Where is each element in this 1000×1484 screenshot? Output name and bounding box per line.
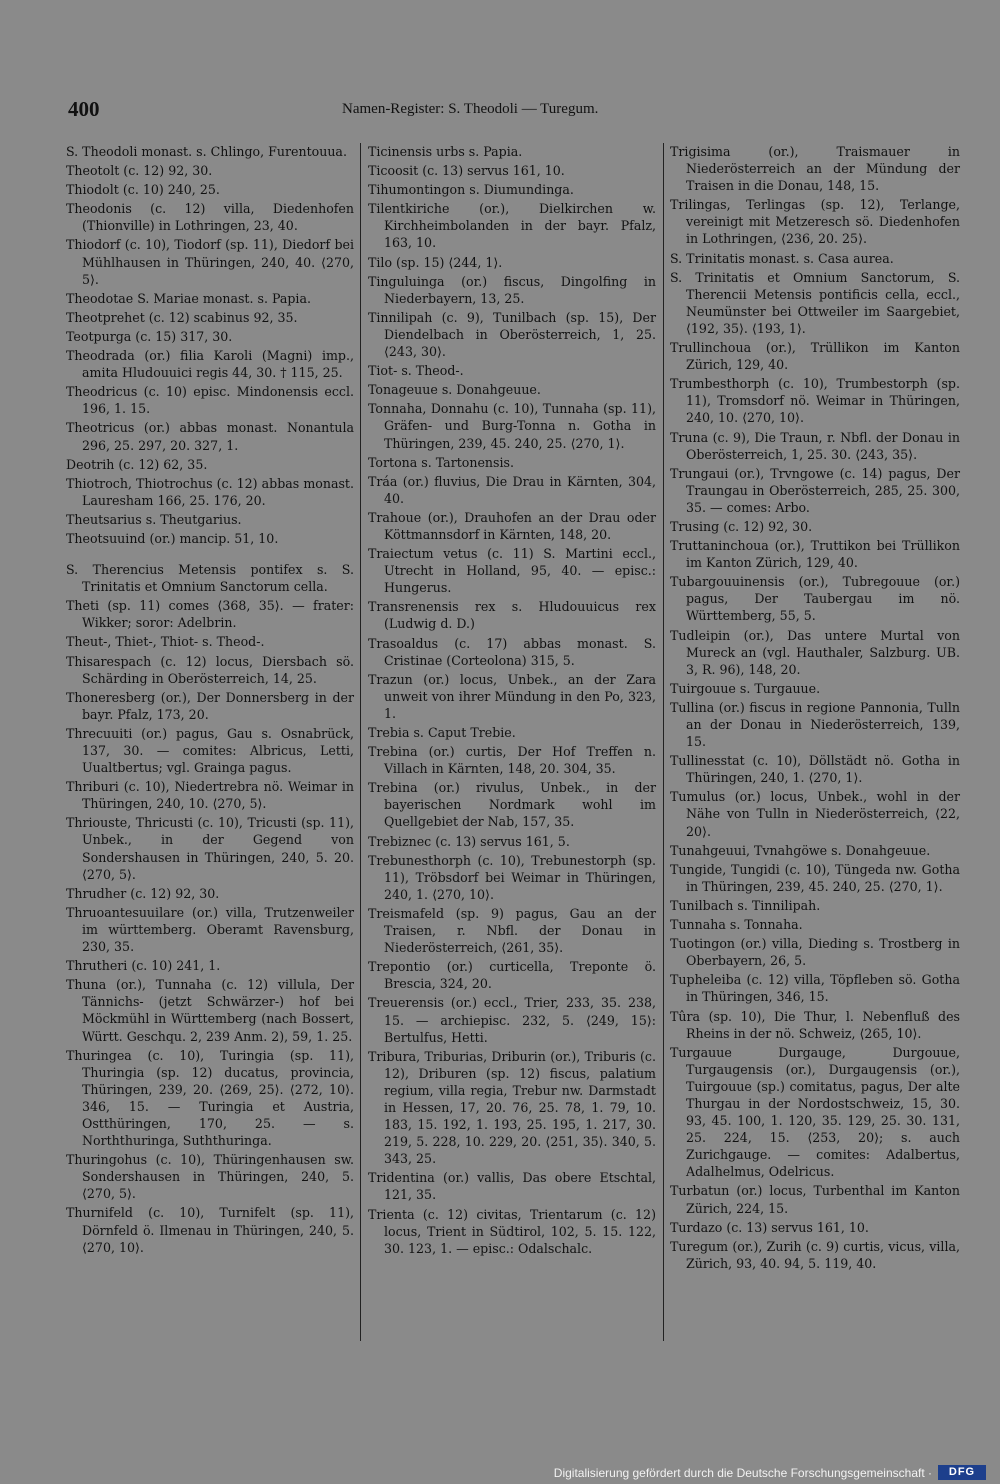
index-entry: Thiotroch, Thiotrochus (c. 12) abbas monast. Lauresham 166, 25. 176, 20.: [66, 475, 354, 508]
funding-note: Digitalisierung gefördert durch die Deutsche Forschungsgemeinschaft ·: [553, 1466, 932, 1480]
index-entry: Thruoantesuuilare (or.) villa, Trutzenweiler im württemberg. Oberamt Ravensburg, 230, 35.: [66, 904, 354, 955]
footer: [0, 1462, 1000, 1484]
index-entry: Trazun (or.) locus, Unbek., an der Zara unweit von ihrer Mündung in den Po, 323, 1.: [368, 671, 656, 721]
index-entry: S. Therencius Metensis pontifex s. S. Trinitatis et Omnium Sanctorum cella.: [66, 562, 354, 595]
index-entry: Tilo (sp. 15) ⟨244, 1⟩.: [368, 254, 503, 270]
index-entry: Tungide, Tungidi (c. 10), Tüngeda nw. Gotha in Thüringen, 239, 45. 240, 25. ⟨270, 1⟩.: [670, 861, 960, 894]
index-entry: Trebia s. Caput Trebie.: [368, 725, 516, 740]
index-column-2: [368, 143, 656, 1259]
index-entry: Theodotae S. Mariae monast. s. Papia.: [66, 290, 311, 306]
index-entry: S. Trinitatis et Omnium Sanctorum, S. Therencii Metensis pontificis cella, eccl., Neumünster bei Ottweiler im Saargebiet, ⟨192, 35⟩. ⟨193, 1⟩.: [670, 269, 960, 336]
index-entry: Trebiznec (c. 13) servus 161, 5.: [368, 833, 570, 849]
index-entry: Tûra (sp. 10), Die Thur, l. Nebenfluß des Rheins in der nö. Schweiz, ⟨265, 10⟩.: [670, 1008, 960, 1041]
index-entry: Theotsuuind (or.) mancip. 51, 10.: [66, 530, 279, 546]
index-entry: Trebunesthorph (c. 10), Trebunestorph (sp. 11), Tröbsdorf bei Weimar in Thüringen, 240, 1. ⟨270, 10⟩.: [368, 852, 656, 902]
index-entry: Thriouste, Thricusti (c. 10), Tricusti (sp. 11), Unbek., in der Gegend von Sondershausen in Thüringen, 240, 5. 20. ⟨270, 5⟩.: [66, 815, 354, 882]
index-entry: Trepontio (or.) curticella, Treponte ö. Brescia, 324, 20.: [368, 959, 656, 992]
index-entry: Thurnifeld (c. 10), Turnifelt (sp. 11), Dörnfeld ö. Ilmenau in Thüringen, 240, 5. ⟨270, 10⟩.: [66, 1205, 354, 1255]
index-entry: Tortona s. Tartonensis.: [368, 454, 514, 470]
index-entry: Tunahgeuui, Tvnahgöwe s. Donahgeuue.: [670, 842, 931, 858]
index-entry: Theutsarius s. Theutgarius.: [66, 511, 242, 527]
index-entry: Thoneresberg (or.), Der Donnersberg in der bayr. Pfalz, 173, 20.: [66, 689, 354, 722]
index-entry: Tihumontingon s. Diumundinga.: [368, 182, 574, 198]
index-entry: Traiectum vetus (c. 11) S. Martini eccl., Utrecht in Holland, 95, 40. — episc.: Hungerus.: [368, 546, 656, 596]
index-entry: Tilentkiriche (or.), Dielkirchen w. Kirchheimbolanden in der bayr. Pfalz, 163, 10.: [368, 201, 656, 251]
index-entry: Trahoue (or.), Drauhofen an der Drau oder Köttmannsdorf in Kärnten, 148, 20.: [368, 509, 656, 542]
index-entry: Tunnaha s. Tonnaha.: [670, 917, 803, 933]
index-entry: Theodricus (c. 10) episc. Mindonensis eccl. 196, 1. 15.: [66, 384, 354, 417]
column-divider: [360, 143, 361, 1341]
index-entry: Trungaui (or.), Trvngowe (c. 14) pagus, Der Traungau in Oberösterreich, 285, 25. 300, 35. — comes: Arbo.: [670, 465, 960, 515]
index-entry: Tunilbach s. Tinnilipah.: [670, 897, 821, 913]
index-entry: Tridentina (or.) vallis, Das obere Etschtal, 121, 35.: [368, 1170, 656, 1203]
index-entry: Transrenensis rex s. Hludouuicus rex (Ludwig d. D.): [368, 599, 656, 632]
index-entry: Tinguluinga (or.) fiscus, Dingolfing in Niederbayern, 13, 25.: [368, 273, 656, 306]
index-entry: Turbatun (or.) locus, Turbenthal im Kanton Zürich, 224, 15.: [670, 1183, 960, 1216]
index-entry: Tullinesstat (c. 10), Döllstädt nö. Gotha in Thüringen, 240, 1. ⟨270, 1⟩.: [670, 753, 960, 786]
index-entry: Theti (sp. 11) comes ⟨368, 35⟩. — frater: Wikker; soror: Adelbrin.: [66, 598, 354, 631]
index-entry: Theotprehet (c. 12) scabinus 92, 35.: [66, 309, 298, 325]
index-entry: Tullina (or.) fiscus in regione Pannonia, Tulln an der Donau in Niederösterreich, 139, 15.: [670, 699, 960, 750]
index-entry: S. Theodoli monast. s. Chlingo, Furentouua.: [66, 144, 347, 159]
running-title: Namen-Register: S. Theodoli — Turegum.: [342, 101, 599, 117]
index-entry: S. Trinitatis monast. s. Casa aurea.: [670, 250, 894, 266]
index-entry: Tupheleiba (c. 12) villa, Töpfleben sö. Gotha in Thüringen, 346, 15.: [670, 972, 960, 1005]
index-entry: Thiodolt (c. 10) 240, 25.: [66, 182, 220, 198]
index-entry: Thrudher (c. 12) 92, 30.: [66, 885, 220, 901]
index-entry: Truttaninchoua (or.), Truttikon bei Trüllikon im Kanton Zürich, 129, 40.: [670, 538, 960, 571]
index-entry: Trilingas, Terlingas (sp. 12), Terlange, vereinigt mit Metzeresch sö. Diedenhofen in Lothringen, ⟨236, 20. 25⟩.: [670, 197, 960, 247]
index-entry: Turdazo (c. 13) servus 161, 10.: [670, 1219, 869, 1235]
dfg-logo: DFG: [938, 1465, 986, 1480]
index-entry: Thuna (or.), Tunnaha (c. 12) villula, Der Tännichs- (jetzt Schwärzer-) hof bei Möckmühl in Württemberg (nach Bossert, Württ. Geschqu. 2, 239 Anm. 2), 59, 1. 25.: [66, 977, 354, 1044]
index-entry: Theotricus (or.) abbas monast. Nonantula 296, 25. 297, 20. 327, 1.: [66, 420, 354, 453]
index-entry: Theodrada (or.) filia Karoli (Magni) imp., amita Hludouuici regis 44, 30. † 115, 25.: [66, 348, 354, 381]
index-entry: Turgauue Durgauge, Durgouue, Turgaugensis (or.), Durgaugensis (or.), Tuirgouue (sp.) comitatus, pagus, Der alte Thurgau in der Nordostschweiz, 15, 30. 93, 45. 100, 1. 120, 35. 129, 25. 30. 131, 25. 224, 15. ⟨253, 20⟩; s. auch Zurichgauge. — comites: Adalbertus, Adalhelmus, Odelricus.: [670, 1044, 960, 1180]
index-entry: Tubargouuinensis (or.), Tubregouue (or.) pagus, Der Taubergau im nö. Württemberg, 55, 5.: [670, 574, 960, 624]
index-entry: Trebina (or.) rivulus, Unbek., in der bayerischen Nordmark wohl im Quellgebiet der Nab, 157, 35.: [368, 780, 656, 830]
index-entry: Tribura, Triburias, Driburin (or.), Triburis (c. 12), Driburen (sp. 12) fiscus, palatium regium, villa regia, Trebur nw. Darmstadt in Hessen, 17, 20. 76, 25. 78, 1. 79, 10. 183, 15. 192, 1. 193, 25. 195, 1. 217, 30. 219, 5. 228, 10. 229, 20. ⟨251, 35⟩. 340, 5. 343, 25.: [368, 1048, 656, 1167]
index-entry: Treuerensis (or.) eccl., Trier, 233, 35. 238, 15. — archiepisc. 232, 5. ⟨249, 15⟩: Bertulfus, Hetti.: [368, 995, 656, 1045]
page-number: 400: [68, 97, 100, 121]
index-column-3: [670, 143, 960, 1274]
index-entry: Thuringohus (c. 10), Thüringenhausen sw. Sondershausen in Thüringen, 240, 5. ⟨270, 5⟩.: [66, 1152, 354, 1202]
index-entry: Ticinensis urbs s. Papia.: [368, 144, 523, 159]
index-entry: Thriburi (c. 10), Niedertrebra nö. Weimar in Thüringen, 240, 10. ⟨270, 5⟩.: [66, 779, 354, 812]
index-entry: Trigisima (or.), Traismauer in Niederösterreich an der Mündung der Traisen in die Donau, 148, 15.: [670, 144, 960, 194]
index-entry: Tonageuue s. Donahgeuue.: [368, 382, 541, 398]
index-entry: Treismafeld (sp. 9) pagus, Gau an der Traisen, r. Nbfl. der Donau in Niederösterreich, ⟨261, 35⟩.: [368, 905, 656, 956]
index-entry: Tonnaha, Donnahu (c. 10), Tunnaha (sp. 11), Gräfen- und Burg-Tonna n. Gotha in Thüringen, 239, 45. 240, 25. ⟨270, 1⟩.: [368, 401, 656, 451]
index-column-1: [66, 143, 354, 1258]
index-entry: Threcuuiti (or.) pagus, Gau s. Osnabrück, 137, 30. — comites: Albricus, Letti, Uualtbertus; vgl. Grainga pagus.: [66, 725, 354, 776]
index-entry: Theodonis (c. 12) villa, Diedenhofen (Thionville) in Lothringen, 23, 40.: [66, 201, 354, 234]
index-entry: Ticoosit (c. 13) servus 161, 10.: [368, 163, 565, 179]
index-entry: Theotolt (c. 12) 92, 30.: [66, 163, 213, 179]
index-entry: Tinnilipah (c. 9), Tunilbach (sp. 15), Der Diendelbach in Oberösterreich, 1, 25. ⟨243, 30⟩.: [368, 309, 656, 360]
page-header: [68, 97, 668, 123]
index-entry: Thuringea (c. 10), Turingia (sp. 11), Thuringia (sp. 12) ducatus, provincia, Thüringen, 239, 20. ⟨269, 25⟩. ⟨272, 10⟩. 346, 15. — Turingia et Austria, Ostthüringen, 170, 25. — s. Norththuringa, Suththuringa.: [66, 1047, 354, 1149]
column-divider: [663, 143, 664, 1341]
index-entry: Tuirgouue s. Turgauue.: [670, 680, 821, 696]
index-entry: Trusing (c. 12) 92, 30.: [670, 518, 813, 534]
index-entry: Theut-, Thiet-, Thiot- s. Theod-.: [66, 634, 265, 650]
index-entry: Thisarespach (c. 12) locus, Diersbach sö. Schärding in Oberösterreich, 14, 25.: [66, 653, 354, 686]
index-entry: Tiot- s. Theod-.: [368, 363, 464, 379]
index-entry: Trullinchoua (or.), Trüllikon im Kanton Zürich, 129, 40.: [670, 340, 960, 373]
index-entry: Trasoaldus (c. 17) abbas monast. S. Cristinae (Corteolona) 315, 5.: [368, 635, 656, 668]
index-entry: Truna (c. 9), Die Traun, r. Nbfl. der Donau in Oberösterreich, 1, 25. 30. ⟨243, 35⟩.: [670, 429, 960, 462]
index-entry: Teotpurga (c. 15) 317, 30.: [66, 328, 233, 344]
index-entry: Deotrih (c. 12) 62, 35.: [66, 456, 208, 472]
index-entry: Trienta (c. 12) civitas, Trientarum (c. 12) locus, Trient in Südtirol, 102, 5. 15. 122, 30. 123, 1. — episc.: Odalschalc.: [368, 1206, 656, 1256]
index-entry: Tráa (or.) fluvius, Die Drau in Kärnten, 304, 40.: [368, 473, 656, 506]
index-entry: Thiodorf (c. 10), Tiodorf (sp. 11), Diedorf bei Mühlhausen in Thüringen, 240, 40. ⟨270, 5⟩.: [66, 237, 354, 287]
index-entry: Turegum (or.), Zurih (c. 9) curtis, vicus, villa, Zürich, 93, 40. 94, 5. 119, 40.: [670, 1238, 960, 1271]
index-entry: Tuotingon (or.) villa, Dieding s. Trostberg in Oberbayern, 26, 5.: [670, 936, 960, 969]
index-entry: Tumulus (or.) locus, Unbek., wohl in der Nähe von Tulln in Niederösterreich, ⟨22, 20⟩.: [670, 789, 960, 839]
index-entry: Tudleipin (or.), Das untere Murtal von Mureck an (vgl. Hauthaler, Salzburg. UB. 3, R. 96), 148, 20.: [670, 627, 960, 677]
index-entry: Trumbesthorph (c. 10), Trumbestorph (sp. 11), Tromsdorf nö. Weimar in Thüringen, 240, 10. ⟨270, 10⟩.: [670, 376, 960, 426]
index-entry: Thrutheri (c. 10) 241, 1.: [66, 958, 221, 974]
index-entry: Trebina (or.) curtis, Der Hof Treffen n. Villach in Kärnten, 148, 20. 304, 35.: [368, 744, 656, 777]
